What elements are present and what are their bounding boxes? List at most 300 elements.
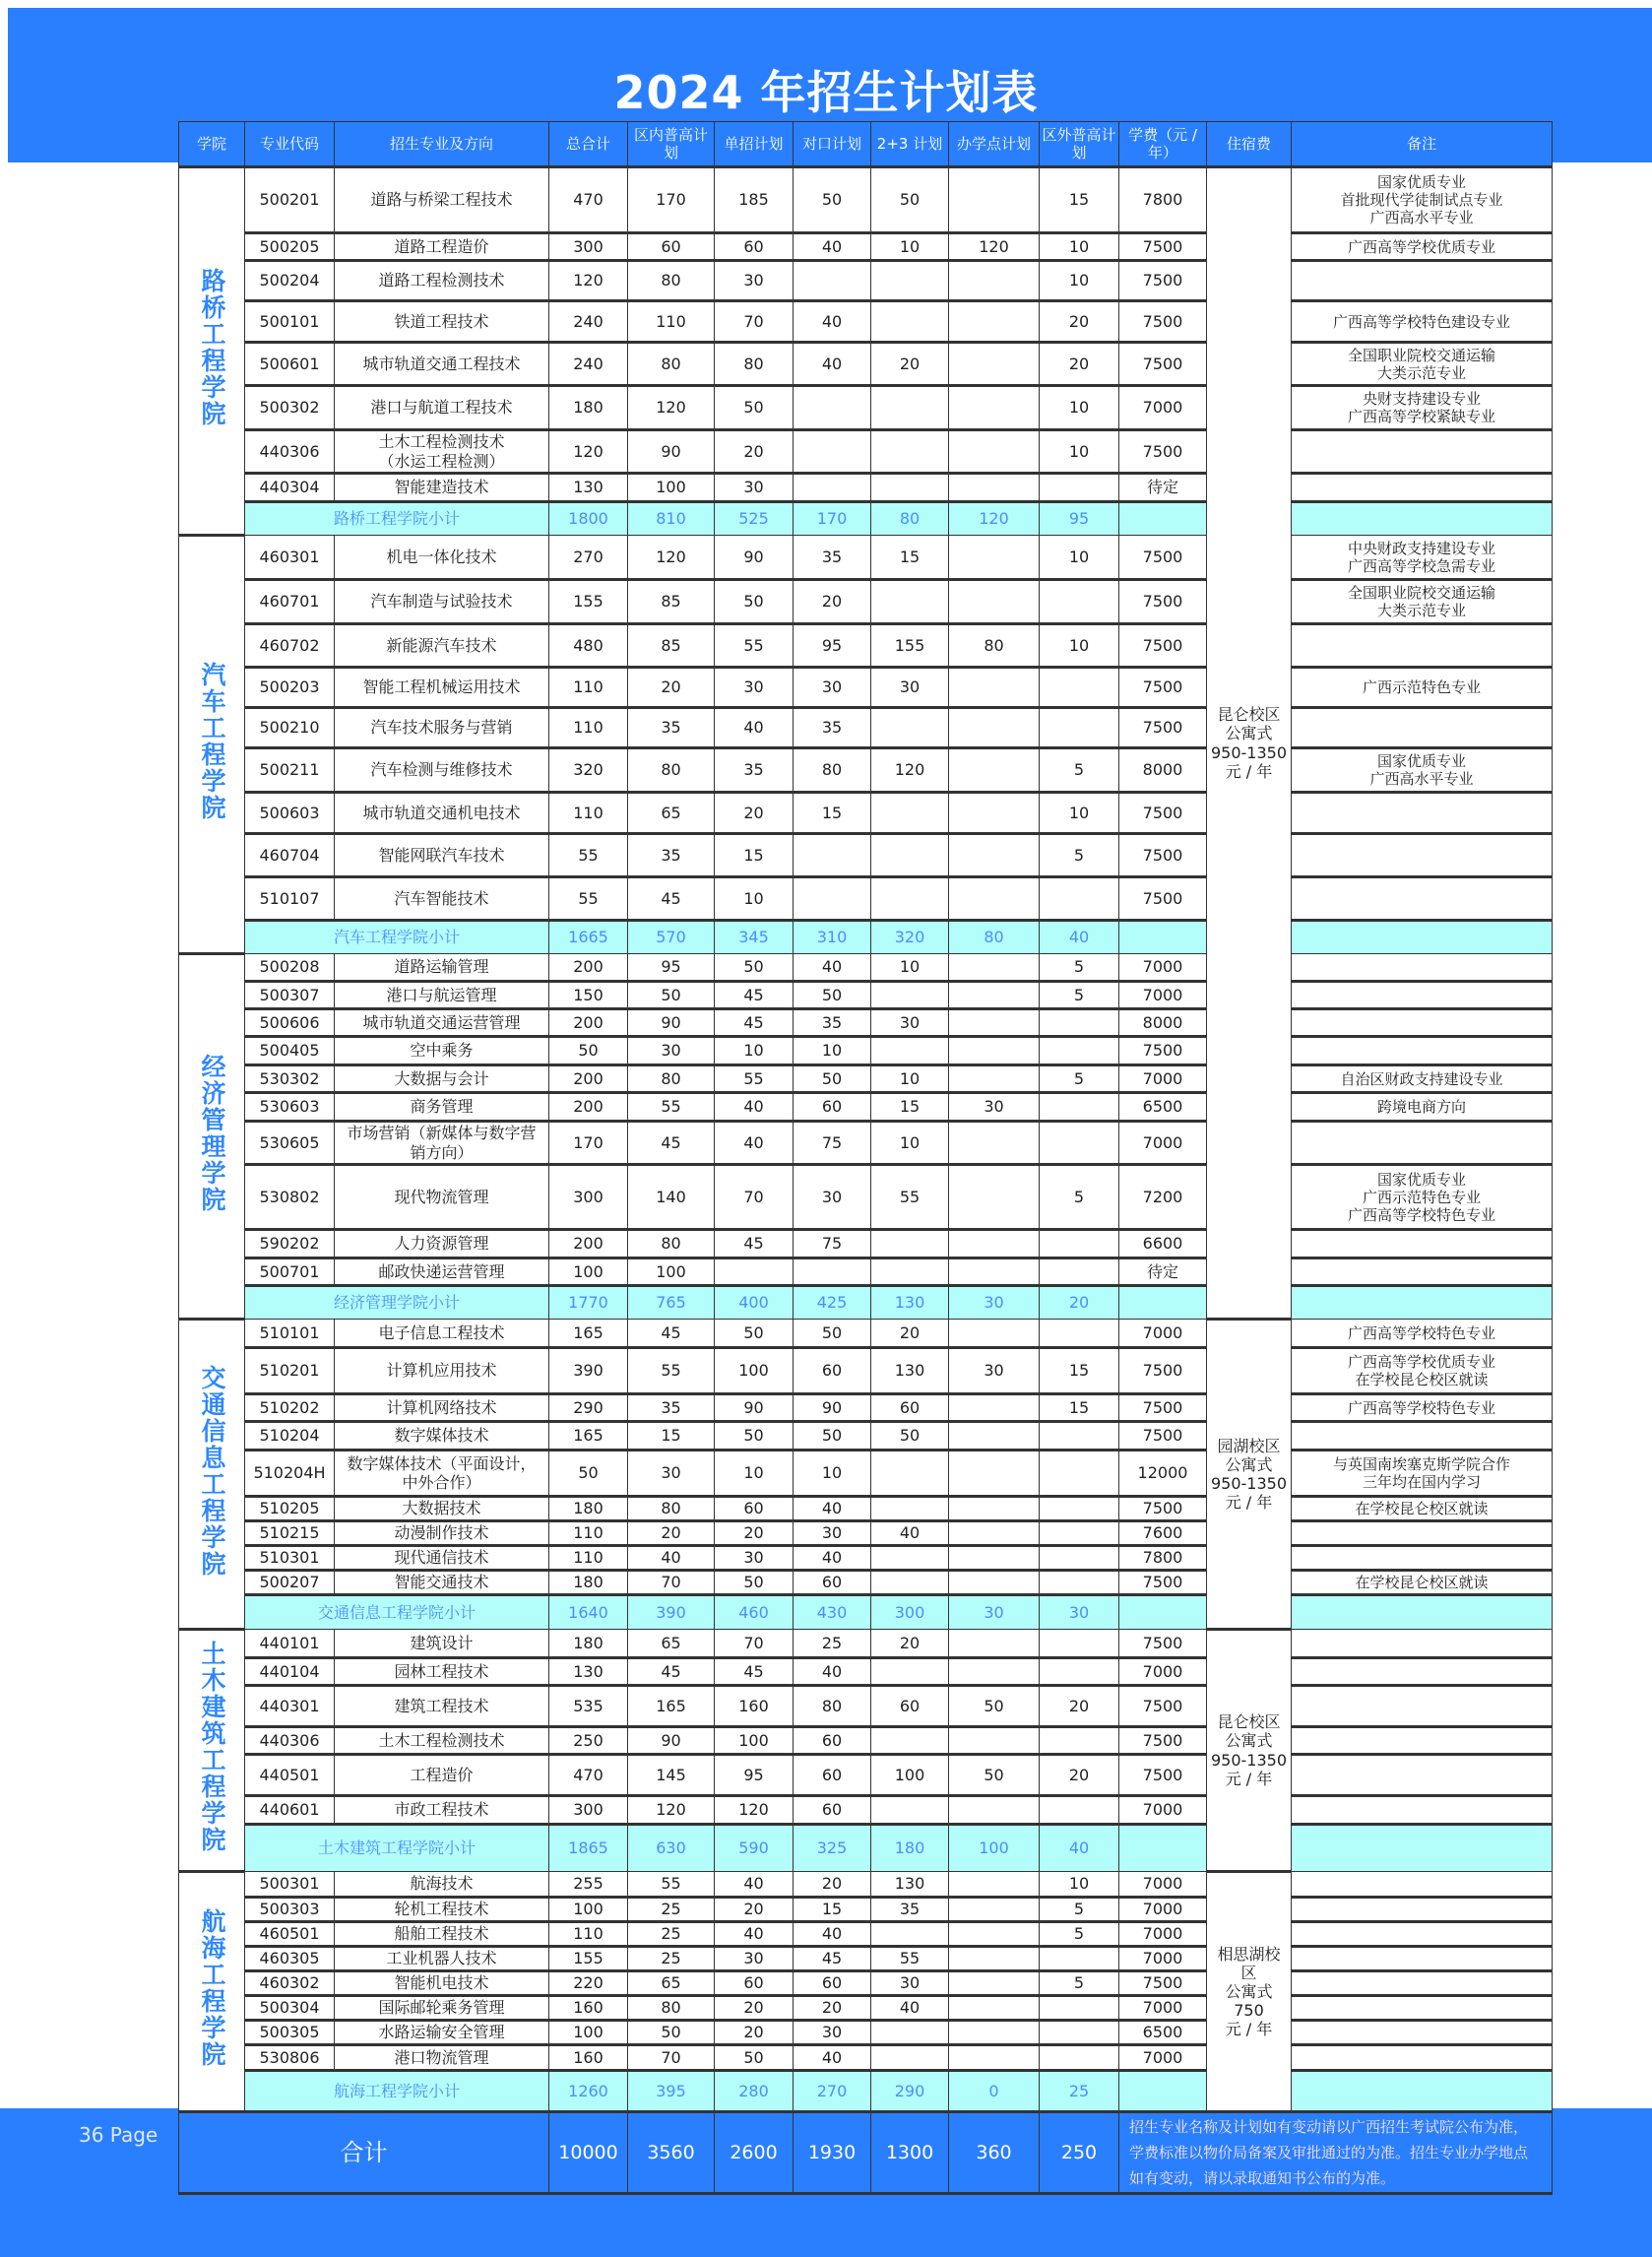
plan-out-region bbox=[1040, 1037, 1119, 1065]
college-name-cell bbox=[179, 167, 245, 536]
plan-out-region bbox=[1040, 580, 1119, 624]
plan-school-point bbox=[949, 1872, 1040, 1898]
major-name: 港口物流管理 bbox=[335, 2045, 549, 2071]
plan-out-region: 5 bbox=[1040, 1898, 1119, 1922]
plan-out-region bbox=[1040, 1546, 1119, 1571]
plan-out-region bbox=[1040, 1796, 1119, 1825]
major-code: 460305 bbox=[245, 1947, 335, 1971]
plan-in-region: 90 bbox=[628, 1727, 715, 1755]
subtotal-tuition bbox=[1119, 1595, 1207, 1630]
major-name: 市场营销（新媒体与数字营 销方向） bbox=[335, 1122, 549, 1165]
plan-duikou: 50 bbox=[794, 167, 871, 233]
plan-in-region: 55 bbox=[628, 1348, 715, 1394]
major-code: 510101 bbox=[245, 1320, 335, 1348]
subtotal-total: 1640 bbox=[549, 1595, 628, 1630]
grand-total-label: 合计 bbox=[179, 2112, 549, 2194]
table-row bbox=[179, 1796, 1553, 1825]
plan-duikou: 60 bbox=[794, 1571, 871, 1595]
tuition: 12000 bbox=[1119, 1451, 1207, 1497]
plan-school-point bbox=[949, 1971, 1040, 1996]
table-row bbox=[179, 1451, 1553, 1497]
plan-school-point bbox=[949, 708, 1040, 748]
plan-two-three bbox=[871, 1922, 949, 1947]
plan-in-region: 20 bbox=[628, 668, 715, 708]
college-name: 航海工程学院 bbox=[198, 1908, 226, 2068]
tuition: 7000 bbox=[1119, 1065, 1207, 1093]
plan-school-point bbox=[949, 877, 1040, 921]
plan-single: 20 bbox=[715, 1898, 794, 1922]
college-name-cell bbox=[179, 954, 245, 1320]
subtotal-in-region: 390 bbox=[628, 1595, 715, 1630]
plan-duikou: 40 bbox=[794, 1658, 871, 1686]
plan-total: 200 bbox=[549, 1009, 628, 1037]
plan-two-three: 50 bbox=[871, 167, 949, 233]
subtotal-row bbox=[179, 1825, 1553, 1872]
plan-duikou: 80 bbox=[794, 748, 871, 793]
plan-in-region: 55 bbox=[628, 1872, 715, 1898]
tuition: 7500 bbox=[1119, 1422, 1207, 1451]
table-row bbox=[179, 1755, 1553, 1796]
plan-total: 270 bbox=[549, 536, 628, 580]
plan-duikou: 90 bbox=[794, 1394, 871, 1422]
plan-total: 470 bbox=[549, 167, 628, 233]
plan-school-point bbox=[949, 834, 1040, 877]
table-row bbox=[179, 167, 1553, 233]
major-code: 500204 bbox=[245, 261, 335, 301]
plan-single: 20 bbox=[715, 1521, 794, 1546]
plan-duikou: 40 bbox=[794, 2045, 871, 2071]
plan-in-region: 85 bbox=[628, 624, 715, 668]
major-code: 440601 bbox=[245, 1796, 335, 1825]
plan-out-region bbox=[1040, 1630, 1119, 1658]
tuition: 7500 bbox=[1119, 1971, 1207, 1996]
subtotal-total: 1665 bbox=[549, 921, 628, 954]
subtotal-out-region: 95 bbox=[1040, 502, 1119, 536]
plan-single: 100 bbox=[715, 1727, 794, 1755]
table-row bbox=[179, 1996, 1553, 2021]
remark: 广西高等学校优质专业 bbox=[1292, 233, 1553, 261]
major-name: 道路工程造价 bbox=[335, 233, 549, 261]
plan-school-point bbox=[949, 343, 1040, 386]
remark: 广西高等学校特色专业 bbox=[1292, 1394, 1553, 1422]
table-row bbox=[179, 1497, 1553, 1521]
plan-duikou: 35 bbox=[794, 708, 871, 748]
remark bbox=[1292, 2021, 1553, 2045]
table-row bbox=[179, 708, 1553, 748]
plan-total: 160 bbox=[549, 1996, 628, 2021]
tuition: 7500 bbox=[1119, 580, 1207, 624]
major-name: 汽车技术服务与营销 bbox=[335, 708, 549, 748]
tuition: 7500 bbox=[1119, 261, 1207, 301]
plan-in-region: 50 bbox=[628, 2021, 715, 2045]
plan-two-three bbox=[871, 1037, 949, 1065]
plan-duikou: 40 bbox=[794, 1922, 871, 1947]
tuition: 7000 bbox=[1119, 1320, 1207, 1348]
plan-duikou: 20 bbox=[794, 580, 871, 624]
plan-school-point bbox=[949, 1037, 1040, 1065]
plan-two-three: 35 bbox=[871, 1898, 949, 1922]
subtotal-two-three: 80 bbox=[871, 502, 949, 536]
subtotal-out-region: 40 bbox=[1040, 1825, 1119, 1872]
major-name: 智能交通技术 bbox=[335, 1571, 549, 1595]
plan-in-region: 80 bbox=[628, 1230, 715, 1258]
remark: 国家优质专业 广西高水平专业 bbox=[1292, 748, 1553, 793]
plan-school-point: 50 bbox=[949, 1686, 1040, 1727]
plan-duikou: 50 bbox=[794, 982, 871, 1009]
plan-total: 100 bbox=[549, 1898, 628, 1922]
major-name: 计算机应用技术 bbox=[335, 1348, 549, 1394]
plan-out-region bbox=[1040, 1009, 1119, 1037]
plan-duikou: 50 bbox=[794, 1065, 871, 1093]
plan-single: 40 bbox=[715, 1093, 794, 1122]
plan-single: 30 bbox=[715, 1947, 794, 1971]
subtotal-out-region: 30 bbox=[1040, 1595, 1119, 1630]
plan-out-region: 10 bbox=[1040, 233, 1119, 261]
plan-in-region: 65 bbox=[628, 1630, 715, 1658]
plan-in-region: 100 bbox=[628, 474, 715, 502]
plan-two-three: 100 bbox=[871, 1755, 949, 1796]
plan-duikou: 20 bbox=[794, 1996, 871, 2021]
subtotal-two-three: 180 bbox=[871, 1825, 949, 1872]
subtotal-row bbox=[179, 502, 1553, 536]
subtotal-single: 525 bbox=[715, 502, 794, 536]
plan-two-three: 55 bbox=[871, 1947, 949, 1971]
plan-two-three bbox=[871, 877, 949, 921]
plan-school-point bbox=[949, 1571, 1040, 1595]
major-name: 现代物流管理 bbox=[335, 1165, 549, 1230]
plan-total: 180 bbox=[549, 1497, 628, 1521]
plan-single: 10 bbox=[715, 1451, 794, 1497]
major-name: 航海技术 bbox=[335, 1872, 549, 1898]
subtotal-duikou: 170 bbox=[794, 502, 871, 536]
tuition: 7000 bbox=[1119, 1898, 1207, 1922]
plan-school-point: 80 bbox=[949, 624, 1040, 668]
major-code: 460301 bbox=[245, 536, 335, 580]
plan-school-point bbox=[949, 301, 1040, 343]
subtotal-label: 汽车工程学院小计 bbox=[245, 921, 549, 954]
remark: 全国职业院校交通运输 大类示范专业 bbox=[1292, 343, 1553, 386]
plan-out-region bbox=[1040, 668, 1119, 708]
remark: 广西高等学校特色建设专业 bbox=[1292, 301, 1553, 343]
plan-total: 100 bbox=[549, 1258, 628, 1286]
plan-out-region: 5 bbox=[1040, 1971, 1119, 1996]
plan-two-three bbox=[871, 1258, 949, 1286]
tuition: 7500 bbox=[1119, 877, 1207, 921]
table-row bbox=[179, 982, 1553, 1009]
plan-school-point bbox=[949, 580, 1040, 624]
plan-out-region bbox=[1040, 708, 1119, 748]
plan-in-region: 70 bbox=[628, 1571, 715, 1595]
plan-single: 50 bbox=[715, 1320, 794, 1348]
tuition: 7500 bbox=[1119, 1630, 1207, 1658]
plan-total: 55 bbox=[549, 877, 628, 921]
column-header: 备注 bbox=[1292, 122, 1553, 167]
subtotal-single: 590 bbox=[715, 1825, 794, 1872]
plan-total: 180 bbox=[549, 1630, 628, 1658]
major-code: 500101 bbox=[245, 301, 335, 343]
college-name: 土木建筑工程学院 bbox=[198, 1641, 226, 1853]
plan-total: 130 bbox=[549, 474, 628, 502]
plan-out-region: 10 bbox=[1040, 793, 1119, 834]
plan-single: 40 bbox=[715, 708, 794, 748]
table-row bbox=[179, 1658, 1553, 1686]
tuition: 7000 bbox=[1119, 1122, 1207, 1165]
subtotal-school-point: 30 bbox=[949, 1595, 1040, 1630]
plan-out-region bbox=[1040, 1422, 1119, 1451]
plan-school-point bbox=[949, 1497, 1040, 1521]
plan-two-three: 30 bbox=[871, 1971, 949, 1996]
plan-duikou bbox=[794, 430, 871, 474]
tuition: 8000 bbox=[1119, 1009, 1207, 1037]
plan-in-region: 35 bbox=[628, 834, 715, 877]
plan-in-region: 80 bbox=[628, 1497, 715, 1521]
tuition: 7500 bbox=[1119, 301, 1207, 343]
plan-duikou: 40 bbox=[794, 954, 871, 982]
table-row bbox=[179, 1422, 1553, 1451]
plan-single: 45 bbox=[715, 982, 794, 1009]
subtotal-school-point: 0 bbox=[949, 2071, 1040, 2112]
major-code: 510204 bbox=[245, 1422, 335, 1451]
subtotal-two-three: 320 bbox=[871, 921, 949, 954]
tuition: 7800 bbox=[1119, 167, 1207, 233]
remark: 全国职业院校交通运输 大类示范专业 bbox=[1292, 580, 1553, 624]
plan-single bbox=[715, 1258, 794, 1286]
remark bbox=[1292, 982, 1553, 1009]
major-code: 500305 bbox=[245, 2021, 335, 2045]
plan-total: 255 bbox=[549, 1872, 628, 1898]
tuition: 7000 bbox=[1119, 1996, 1207, 2021]
plan-single: 45 bbox=[715, 1230, 794, 1258]
subtotal-out-region: 25 bbox=[1040, 2071, 1119, 2112]
plan-single: 90 bbox=[715, 1394, 794, 1422]
plan-single: 20 bbox=[715, 793, 794, 834]
plan-single: 45 bbox=[715, 1658, 794, 1686]
plan-single: 50 bbox=[715, 1422, 794, 1451]
plan-single: 70 bbox=[715, 1630, 794, 1658]
enrollment-plan-table bbox=[178, 121, 1553, 2195]
major-name: 城市轨道交通机电技术 bbox=[335, 793, 549, 834]
table-row bbox=[179, 343, 1553, 386]
plan-out-region bbox=[1040, 1258, 1119, 1286]
plan-out-region: 5 bbox=[1040, 954, 1119, 982]
column-header: 招生专业及方向 bbox=[335, 122, 549, 167]
plan-single: 50 bbox=[715, 386, 794, 430]
plan-duikou: 15 bbox=[794, 1898, 871, 1922]
grand-total-two-three: 1300 bbox=[871, 2112, 949, 2194]
remark bbox=[1292, 1947, 1553, 1971]
major-code: 500307 bbox=[245, 982, 335, 1009]
subtotal-tuition bbox=[1119, 1286, 1207, 1320]
table-row bbox=[179, 1947, 1553, 1971]
plan-two-three: 155 bbox=[871, 624, 949, 668]
column-header: 2+3 计划 bbox=[871, 122, 949, 167]
subtotal-row bbox=[179, 1595, 1553, 1630]
major-name: 电子信息工程技术 bbox=[335, 1320, 549, 1348]
plan-total: 535 bbox=[549, 1686, 628, 1727]
plan-two-three: 15 bbox=[871, 536, 949, 580]
tuition: 7500 bbox=[1119, 1037, 1207, 1065]
table-row bbox=[179, 1065, 1553, 1093]
major-name: 智能机电技术 bbox=[335, 1971, 549, 1996]
table-row bbox=[179, 1394, 1553, 1422]
column-header: 学院 bbox=[179, 122, 245, 167]
plan-school-point bbox=[949, 1996, 1040, 2021]
plan-total: 120 bbox=[549, 430, 628, 474]
table-row bbox=[179, 580, 1553, 624]
major-code: 500603 bbox=[245, 793, 335, 834]
tuition: 6500 bbox=[1119, 2021, 1207, 2045]
column-header: 住宿费 bbox=[1207, 122, 1292, 167]
plan-single: 80 bbox=[715, 343, 794, 386]
plan-out-region bbox=[1040, 1996, 1119, 2021]
plan-duikou: 75 bbox=[794, 1122, 871, 1165]
subtotal-total: 1865 bbox=[549, 1825, 628, 1872]
major-code: 510202 bbox=[245, 1394, 335, 1422]
tuition: 7500 bbox=[1119, 1686, 1207, 1727]
plan-single: 185 bbox=[715, 167, 794, 233]
plan-in-region: 35 bbox=[628, 708, 715, 748]
college-name: 经济管理学院 bbox=[198, 1053, 226, 1213]
plan-school-point: 120 bbox=[949, 233, 1040, 261]
subtotal-remark bbox=[1292, 1286, 1553, 1320]
remark: 广西示范特色专业 bbox=[1292, 668, 1553, 708]
grand-total-in-region: 3560 bbox=[628, 2112, 715, 2194]
remark: 跨境电商方向 bbox=[1292, 1093, 1553, 1122]
plan-in-region: 15 bbox=[628, 1422, 715, 1451]
plan-in-region: 25 bbox=[628, 1947, 715, 1971]
subtotal-label: 航海工程学院小计 bbox=[245, 2071, 549, 2112]
plan-single: 15 bbox=[715, 834, 794, 877]
remark bbox=[1292, 1521, 1553, 1546]
subtotal-in-region: 570 bbox=[628, 921, 715, 954]
plan-total: 110 bbox=[549, 668, 628, 708]
plan-single: 20 bbox=[715, 430, 794, 474]
subtotal-total: 1770 bbox=[549, 1286, 628, 1320]
plan-out-region: 15 bbox=[1040, 1394, 1119, 1422]
table-row bbox=[179, 536, 1553, 580]
plan-total: 470 bbox=[549, 1755, 628, 1796]
plan-school-point bbox=[949, 1658, 1040, 1686]
accommodation-fee: 昆仑校区 公寓式 950-1350 元 / 年 bbox=[1207, 167, 1292, 1320]
major-name: 智能建造技术 bbox=[335, 474, 549, 502]
plan-duikou: 35 bbox=[794, 536, 871, 580]
major-code: 500210 bbox=[245, 708, 335, 748]
plan-out-region: 20 bbox=[1040, 1686, 1119, 1727]
plan-total: 110 bbox=[549, 1521, 628, 1546]
plan-single: 10 bbox=[715, 877, 794, 921]
plan-total: 155 bbox=[549, 1947, 628, 1971]
table-row bbox=[179, 1630, 1553, 1658]
plan-single: 60 bbox=[715, 1971, 794, 1996]
plan-two-three: 55 bbox=[871, 1165, 949, 1230]
plan-out-region: 5 bbox=[1040, 834, 1119, 877]
major-code: 500301 bbox=[245, 1872, 335, 1898]
plan-total: 320 bbox=[549, 748, 628, 793]
major-name: 国际邮轮乘务管理 bbox=[335, 1996, 549, 2021]
table-row bbox=[179, 261, 1553, 301]
plan-out-region bbox=[1040, 2021, 1119, 2045]
remark bbox=[1292, 1546, 1553, 1571]
subtotal-total: 1260 bbox=[549, 2071, 628, 2112]
major-name: 新能源汽车技术 bbox=[335, 624, 549, 668]
subtotal-duikou: 425 bbox=[794, 1286, 871, 1320]
major-name: 智能工程机械运用技术 bbox=[335, 668, 549, 708]
major-code: 500405 bbox=[245, 1037, 335, 1065]
tuition: 7600 bbox=[1119, 1521, 1207, 1546]
tuition: 7000 bbox=[1119, 1872, 1207, 1898]
plan-duikou bbox=[794, 877, 871, 921]
plan-in-region: 60 bbox=[628, 233, 715, 261]
major-code: 500201 bbox=[245, 167, 335, 233]
major-code: 500207 bbox=[245, 1571, 335, 1595]
plan-duikou: 80 bbox=[794, 1686, 871, 1727]
plan-out-region bbox=[1040, 2045, 1119, 2071]
plan-single: 40 bbox=[715, 1122, 794, 1165]
tuition: 待定 bbox=[1119, 1258, 1207, 1286]
major-code: 500701 bbox=[245, 1258, 335, 1286]
column-header: 办学点计划 bbox=[949, 122, 1040, 167]
table-row bbox=[179, 1971, 1553, 1996]
plan-in-region: 90 bbox=[628, 1009, 715, 1037]
subtotal-two-three: 300 bbox=[871, 1595, 949, 1630]
plan-two-three bbox=[871, 1451, 949, 1497]
major-name: 商务管理 bbox=[335, 1093, 549, 1122]
plan-total: 200 bbox=[549, 1230, 628, 1258]
subtotal-remark bbox=[1292, 1595, 1553, 1630]
table-row bbox=[179, 748, 1553, 793]
plan-duikou: 40 bbox=[794, 1546, 871, 1571]
plan-out-region bbox=[1040, 1093, 1119, 1122]
major-code: 510107 bbox=[245, 877, 335, 921]
major-code: 500211 bbox=[245, 748, 335, 793]
plan-school-point: 30 bbox=[949, 1348, 1040, 1394]
plan-total: 165 bbox=[549, 1320, 628, 1348]
major-code: 460302 bbox=[245, 1971, 335, 1996]
plan-in-region: 140 bbox=[628, 1165, 715, 1230]
plan-total: 300 bbox=[549, 1796, 628, 1825]
plan-in-region: 90 bbox=[628, 430, 715, 474]
plan-school-point bbox=[949, 982, 1040, 1009]
major-code: 510205 bbox=[245, 1497, 335, 1521]
college-name: 路桥工程学院 bbox=[198, 268, 226, 427]
plan-total: 180 bbox=[549, 1571, 628, 1595]
plan-single: 90 bbox=[715, 536, 794, 580]
plan-single: 120 bbox=[715, 1796, 794, 1825]
plan-in-region: 25 bbox=[628, 1922, 715, 1947]
plan-in-region: 80 bbox=[628, 343, 715, 386]
plan-out-region: 5 bbox=[1040, 1165, 1119, 1230]
plan-out-region: 10 bbox=[1040, 624, 1119, 668]
plan-school-point: 50 bbox=[949, 1755, 1040, 1796]
college-name-cell bbox=[179, 536, 245, 954]
plan-duikou: 10 bbox=[794, 1451, 871, 1497]
plan-school-point bbox=[949, 668, 1040, 708]
major-code: 440501 bbox=[245, 1755, 335, 1796]
major-name: 港口与航道工程技术 bbox=[335, 386, 549, 430]
major-name: 港口与航运管理 bbox=[335, 982, 549, 1009]
column-header: 区内普高计划 bbox=[628, 122, 715, 167]
plan-duikou: 30 bbox=[794, 668, 871, 708]
plan-total: 120 bbox=[549, 261, 628, 301]
plan-in-region: 65 bbox=[628, 793, 715, 834]
plan-single: 40 bbox=[715, 1872, 794, 1898]
subtotal-label: 经济管理学院小计 bbox=[245, 1286, 549, 1320]
plan-duikou: 60 bbox=[794, 1348, 871, 1394]
plan-school-point bbox=[949, 1727, 1040, 1755]
tuition: 8000 bbox=[1119, 748, 1207, 793]
subtotal-single: 460 bbox=[715, 1595, 794, 1630]
remark: 在学校昆仑校区就读 bbox=[1292, 1571, 1553, 1595]
